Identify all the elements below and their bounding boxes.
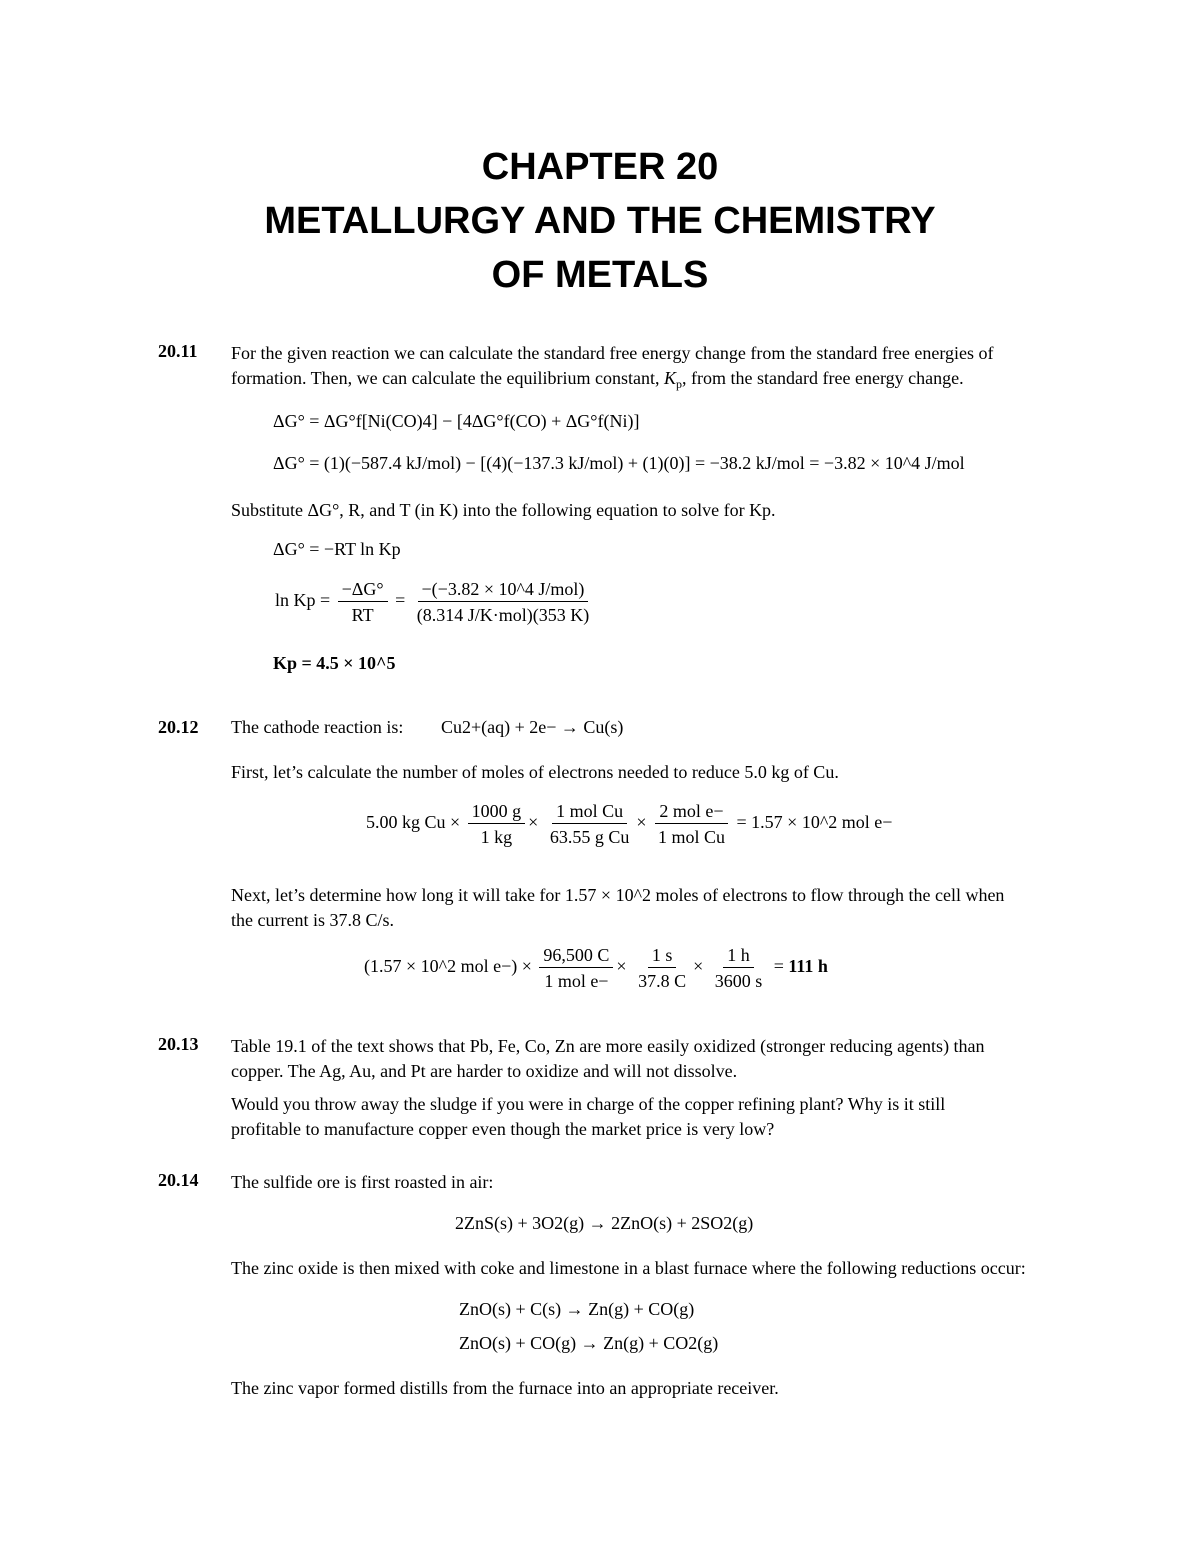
p11-equation-1-text: ΔG° = ΔG°f[Ni(CO)4] − [4ΔG°f(CO) + ΔG°f(Ni)] xyxy=(273,411,640,431)
p12-calc2-fraction-1: $\frac{96,500 C}{\text{1 mol e−}}$ xyxy=(539,944,613,992)
p13-line3: Would you throw away the sludge if you were in charge of the copper refining plant? Why is it still xyxy=(231,1094,946,1114)
problem-number-20-14: 20.14 xyxy=(158,1170,199,1190)
p12-calc2-fraction-3: $\frac{1 h}{3600 s}$ xyxy=(714,945,763,991)
problem-20-11-intro xyxy=(231,341,993,397)
p14-equation-2: ZnO(s) + C(s) → Zn(g) + CO(g) xyxy=(459,1299,695,1319)
p13-line2: copper. The Ag, Au, and Pt are harder to oxidize and will not dissolve. xyxy=(231,1061,738,1081)
p13-line1: Table 19.1 of the text shows that Pb, Fe, Co, Zn are more easily oxidized (stronger reducing agents) than xyxy=(231,1036,985,1056)
problem-number-20-12: 20.12 xyxy=(158,717,199,737)
p11-substitute: Substitute ΔG°, R, and T (in K) into the following equation to solve for Kp. xyxy=(231,500,776,520)
p14-line2: The zinc oxide is then mixed with coke and limestone in a blast furnace where the following reductions occur: xyxy=(231,1258,1026,1278)
chapter-title xyxy=(0,140,1200,302)
p14-equation-1: 2ZnS(s) + 3O2(g) → 2ZnO(s) + 2SO2(g) xyxy=(455,1213,754,1233)
p11-equation-1 xyxy=(273,411,639,432)
p12-next xyxy=(231,883,1004,933)
p11-eq4-fraction-2: $\frac{\text{−(−3.82 × 10\textasciicircum{}4 J/mol)}}{\text{(8.314 J/K·mol)(353 K)}}$ xyxy=(416,579,590,625)
problem-number-20-11: 20.11 xyxy=(158,341,198,361)
p11-equation-2 xyxy=(273,453,965,474)
p12-calculation-2: (1.57 × 10^2 mol e−) × $\frac{96,500 C}{\text{1 mol e−}}$ × $\frac{1 s}{37.8 C}$ × $\frac{1 h}{3600 s}$ = 111 h xyxy=(364,945,828,991)
p12-calculation-1: 5.00 kg Cu × $\frac{1000 g}{1 kg}$ × $\frac{\text{1 mol Cu}}{\text{63.55 g Cu}}$ × $\frac{\text{2 mol e−}}{\text{1 mol Cu}}$ = 1.57 × 10^2 mol e− xyxy=(366,801,893,847)
p11-eq4-lhs: ln Kp = xyxy=(275,590,331,611)
p12-next-line2: the current is 37.8 C/s. xyxy=(231,910,394,930)
p14-equation-3: ZnO(s) + CO(g) → Zn(g) + CO2(g) xyxy=(459,1333,719,1353)
p11-intro-line1: For the given reaction we can calculate the standard free energy change from the standard free energies of xyxy=(231,343,994,363)
p12-cathode-label: The cathode reaction is: xyxy=(231,717,404,737)
p11-eq4-fraction-1: $\frac{-\Delta G^\circ}{RT}$ xyxy=(338,578,388,626)
p12-calc1-fraction-3: $\frac{\text{2 mol e−}}{\text{1 mol Cu}}$ xyxy=(654,800,729,848)
p11-equation-4: ln Kp = $\frac{-\Delta G^\circ}{RT}$ = $\frac{\text{−(−3.82 × 10\textasciicircum{}4 J/mol)}}{\text{(8.314 J/K·mol)(353 K)}}$ xyxy=(275,578,596,626)
p12-calc2-result: 111 h xyxy=(788,956,828,977)
problem-number-20-13: 20.13 xyxy=(158,1034,199,1054)
p12-calc1-result: = 1.57 × 10^2 mol e− xyxy=(736,812,893,833)
p12-calc2-fraction-2: $\frac{1 s}{37.8 C}$ xyxy=(638,945,687,991)
chapter-title-line1: CHAPTER 20 xyxy=(481,146,719,188)
chapter-title-line2: METALLURGY AND THE CHEMISTRY xyxy=(264,200,936,242)
chapter-title-line3: OF METALS xyxy=(491,254,709,296)
p11-answer: Kp = 4.5 × 10^5 xyxy=(273,653,396,673)
p11-intro-line2: formation. Then, we can calculate the equilibrium constant, $K_p$, from the standard free energy change. xyxy=(231,368,964,391)
p13-line4: profitable to manufacture copper even though the market price is very low? xyxy=(231,1119,775,1139)
p14-line1: The sulfide ore is first roasted in air: xyxy=(231,1172,494,1192)
p11-equation-3: ΔG° = −RT ln Kp xyxy=(273,539,401,559)
p12-next-line1: Next, let’s determine how long it will take for 1.57 × 10^2 moles of electrons to flow through the cell when xyxy=(231,885,1005,905)
p12-calc1-fraction-1: $\frac{1000 g}{1 kg}$ xyxy=(468,800,526,848)
problem-20-13-text xyxy=(231,1034,985,1142)
p11-equation-2-text: ΔG° = (1)(−587.4 kJ/mol) − [(4)(−137.3 kJ/mol) + (1)(0)] = −38.2 kJ/mol = −3.82 × 10^4 J/mol xyxy=(273,453,965,473)
p12-calc1-fraction-2: $\frac{\text{1 mol Cu}}{\text{63.55 g Cu}}$ xyxy=(549,801,630,847)
p12-cathode-reaction: Cu2+(aq) + 2e− → Cu(s) xyxy=(441,717,624,737)
p14-line3: The zinc vapor formed distills from the furnace into an appropriate receiver. xyxy=(231,1378,779,1398)
p12-first: First, let’s calculate the number of moles of electrons needed to reduce 5.0 kg of Cu. xyxy=(231,762,839,782)
